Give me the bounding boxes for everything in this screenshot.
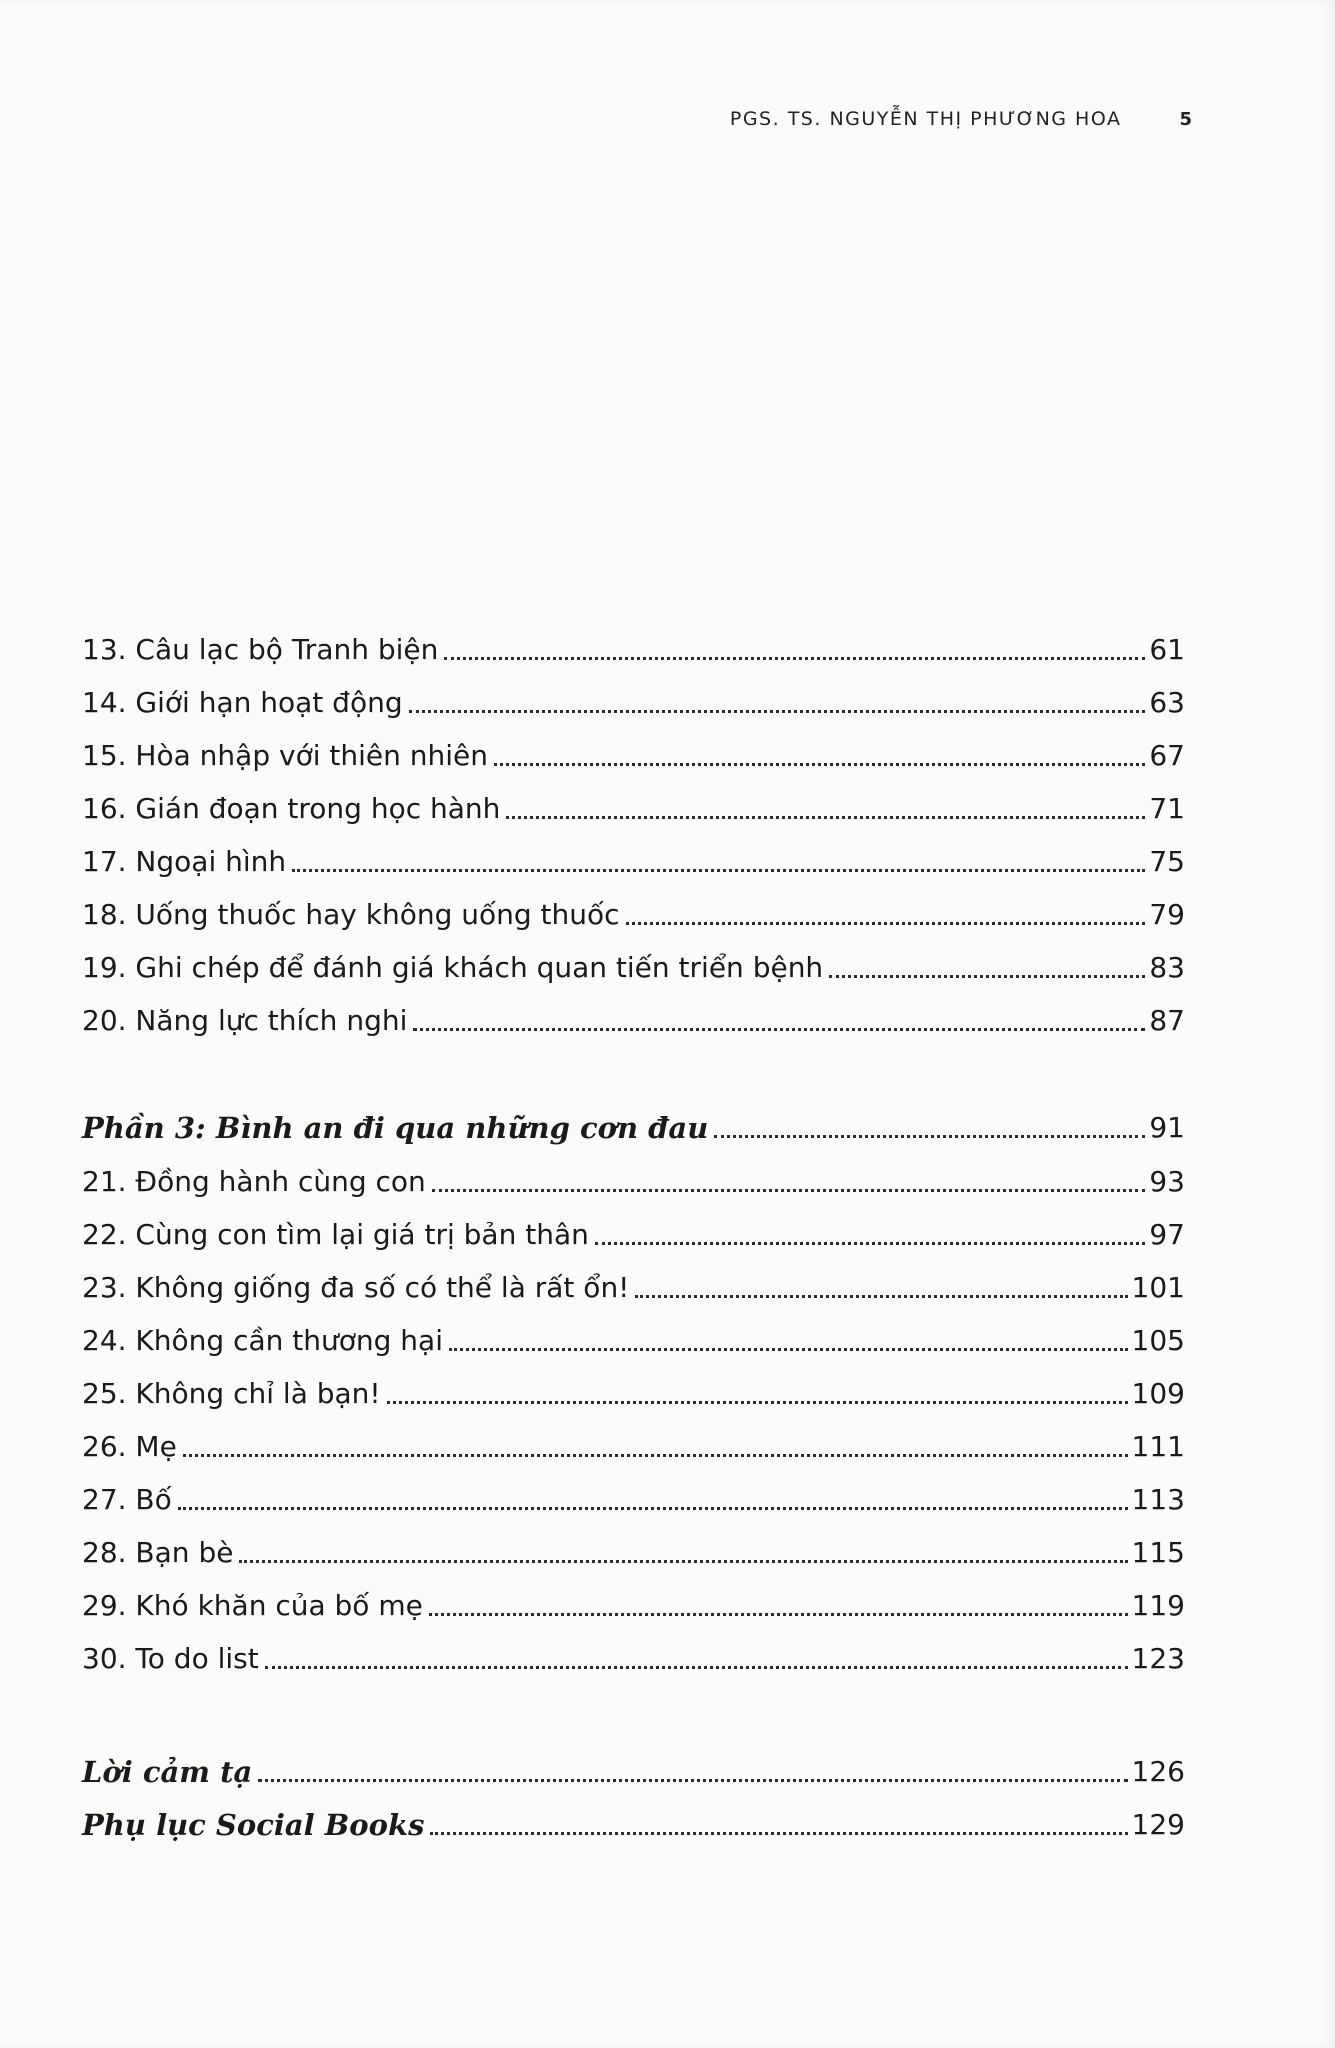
toc-entry-26	[82, 1427, 1185, 1467]
dot-leader	[429, 1612, 1128, 1616]
toc-entry-page: 71	[1149, 792, 1185, 825]
dot-leader	[506, 815, 1145, 819]
toc-entry-page: 97	[1149, 1218, 1185, 1251]
toc-entry-21	[82, 1162, 1185, 1202]
dot-leader	[714, 1134, 1145, 1138]
toc-entry-18	[82, 895, 1185, 935]
dot-leader	[829, 974, 1145, 978]
dot-leader	[409, 709, 1146, 713]
toc-entry-label: 30. To do list	[82, 1642, 259, 1675]
dot-leader	[265, 1665, 1128, 1669]
toc-entry-label: 22. Cùng con tìm lại giá trị bản thân	[82, 1218, 589, 1251]
dot-leader	[239, 1559, 1127, 1563]
toc-entry-page: 129	[1131, 1808, 1185, 1841]
dot-leader	[635, 1294, 1127, 1298]
toc-entry-page: 91	[1149, 1111, 1185, 1144]
toc-entry-22	[82, 1215, 1185, 1255]
toc-entry-30	[82, 1639, 1185, 1679]
dot-leader	[258, 1778, 1127, 1782]
dot-leader	[626, 921, 1146, 925]
toc-entry-25	[82, 1374, 1185, 1414]
toc-entry-16	[82, 789, 1185, 829]
toc-entry-page: 101	[1131, 1271, 1185, 1304]
toc-entry-page: 126	[1131, 1755, 1185, 1788]
toc-entry-23	[82, 1268, 1185, 1308]
toc-entry-label: 18. Uống thuốc hay không uống thuốc	[82, 898, 620, 931]
toc-entry-label: 16. Gián đoạn trong học hành	[82, 792, 501, 825]
dot-leader	[595, 1241, 1146, 1245]
toc-appendix	[82, 1805, 1185, 1845]
toc-entry-page: 79	[1149, 898, 1185, 931]
toc-entry-27	[82, 1480, 1185, 1520]
dot-leader	[292, 868, 1145, 872]
toc-section-label: Phụ lục Social Books	[82, 1808, 425, 1842]
toc-entry-page: 123	[1131, 1642, 1185, 1675]
toc-section-label: Lời cảm tạ	[82, 1755, 253, 1789]
dot-leader	[432, 1188, 1146, 1192]
toc-entry-15	[82, 736, 1185, 776]
toc-entry-19	[82, 948, 1185, 988]
dot-leader	[387, 1400, 1128, 1404]
toc-entry-28	[82, 1533, 1185, 1573]
toc-entry-label: 23. Không giống đa số có thể là rất ổn!	[82, 1271, 630, 1304]
toc-entry-page: 119	[1131, 1589, 1185, 1622]
toc-entry-label: 19. Ghi chép để đánh giá khách quan tiến triển bệnh	[82, 951, 824, 984]
toc-entry-page: 67	[1149, 739, 1185, 772]
toc-entry-page: 61	[1149, 633, 1185, 666]
dot-leader	[183, 1453, 1128, 1457]
dot-leader	[444, 656, 1145, 660]
dot-leader	[413, 1027, 1145, 1031]
toc-entry-label: 27. Bố	[82, 1483, 172, 1516]
toc-entry-page: 63	[1149, 686, 1185, 719]
toc-entry-page: 75	[1149, 845, 1185, 878]
toc-part-3-heading	[82, 1108, 1185, 1148]
toc-entry-page: 87	[1149, 1004, 1185, 1037]
toc-entry-page: 83	[1149, 951, 1185, 984]
toc-entry-14	[82, 683, 1185, 723]
dot-leader	[430, 1831, 1127, 1835]
toc-acknowledgements	[82, 1752, 1185, 1792]
toc-entry-page: 111	[1131, 1430, 1185, 1463]
toc-entry-label: 13. Câu lạc bộ Tranh biện	[82, 633, 439, 666]
toc-entry-20	[82, 1001, 1185, 1041]
toc-entry-label: 21. Đồng hành cùng con	[82, 1165, 426, 1198]
page-number: 5	[1179, 109, 1192, 130]
toc-entry-24	[82, 1321, 1185, 1361]
toc-entry-label: 17. Ngoại hình	[82, 845, 287, 878]
toc-entry-label: 29. Khó khăn của bố mẹ	[82, 1589, 423, 1622]
toc-entry-label: 28. Bạn bè	[82, 1536, 234, 1569]
toc-entry-page: 115	[1131, 1536, 1185, 1569]
dot-leader	[494, 762, 1145, 766]
toc-entry-page: 113	[1131, 1483, 1185, 1516]
toc-entry-page: 93	[1149, 1165, 1185, 1198]
author-name: PGS. TS. NGUYỄN THỊ PHƯƠNG HOA	[729, 108, 1122, 130]
toc-entry-label: 15. Hòa nhập với thiên nhiên	[82, 739, 488, 772]
toc-entry-label: 25. Không chỉ là bạn!	[82, 1377, 381, 1410]
toc-entry-29	[82, 1586, 1185, 1626]
toc-section-label: Phần 3: Bình an đi qua những cơn đau	[82, 1111, 709, 1145]
dot-leader	[449, 1347, 1128, 1351]
toc-entry-page: 105	[1131, 1324, 1185, 1357]
running-header	[600, 108, 1192, 130]
toc-entry-label: 24. Không cần thương hại	[82, 1324, 443, 1357]
toc-entry-page: 109	[1131, 1377, 1185, 1410]
toc-entry-13	[82, 630, 1185, 670]
toc-entry-label: 14. Giới hạn hoạt động	[82, 686, 403, 719]
toc-entry-17	[82, 842, 1185, 882]
toc-entry-label: 20. Năng lực thích nghi	[82, 1004, 408, 1037]
toc-entry-label: 26. Mẹ	[82, 1430, 177, 1463]
dot-leader	[178, 1506, 1128, 1510]
